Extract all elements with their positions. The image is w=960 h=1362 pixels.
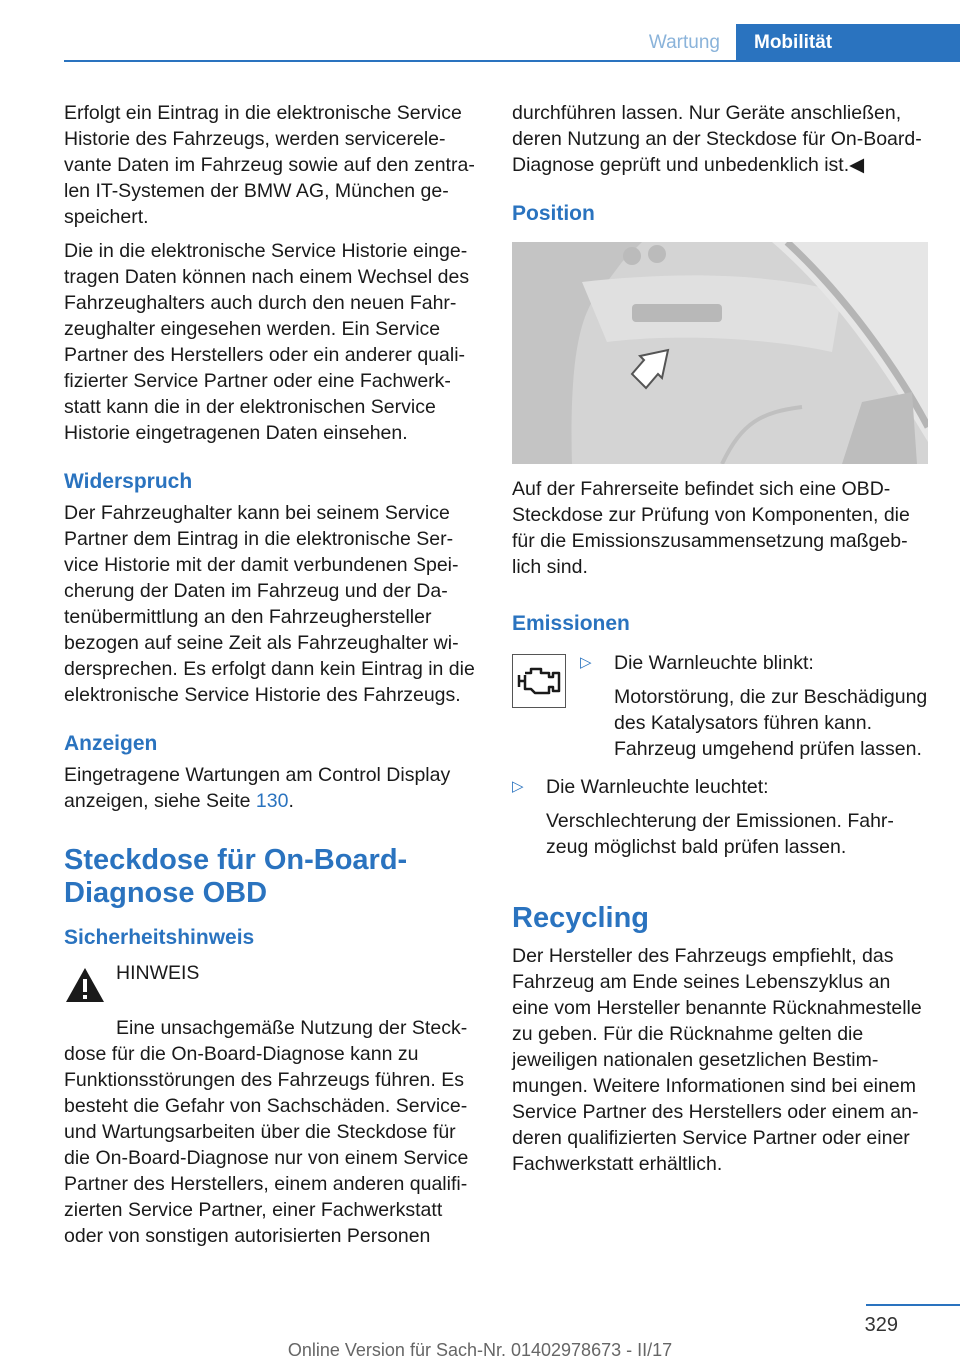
bullet-text: Motorstörung, die zur Beschädigung des Katalysators führen kann. Fahrzeug umgehend prüfen lassen. bbox=[614, 686, 928, 760]
hinweis-text: Eine unsachgemäße Nutzung der Steckdose für die On-Board-Diagnose kann zu Funktionsstörungen des Fahrzeugs führen. Es besteht die Gefahr von Sachschäden. Service- und Wartungsarbeiten über die Steckdose für die On-Board-Diagnose nur von einem Service Partner des Herstellers, einem anderen qualifizierten Service Partner, einer Fachwerkstatt oder von sonstigen autorisierten Personen bbox=[64, 1017, 469, 1247]
heading-widerspruch: Widerspruch bbox=[64, 470, 193, 493]
page-number: 329 bbox=[864, 1314, 898, 1336]
online-version-note: Online Version für Sach-Nr. 01402978673 - II/17 bbox=[287, 1340, 673, 1360]
engine-warning-icon bbox=[512, 654, 566, 708]
paragraph-service-historie: Erfolgt ein Eintrag in die elektronische Service Historie des Fahrzeugs, werden servicerelevante Daten im Fahrzeug sowie auf den zentralen IT-Systemen der BMW AG, München gespeichert. bbox=[64, 102, 475, 228]
paragraph-obd-fortsetzung: durchführen lassen. Nur Geräte anschließen, deren Nutzung an der Steckdose für On-Board-Diagnose geprüft und unbedenklich ist.◀ bbox=[512, 102, 922, 176]
paragraph-eintrag-einsehen: Die in die elektronische Service Historie eingetragen Daten können nach einem Wechsel des Fahrzeughalters auch durch den neuen Fahrzeughalter eingesehen werden. Ein Service Partner des Herstellers oder ein anderer qualifizierter Service Partner oder eine Fachwerkstatt kann die in der elektronischen Service Historie eingetragenen Daten einsehen. bbox=[64, 240, 470, 444]
footer-rule bbox=[866, 1304, 960, 1306]
page-link-130[interactable]: 130 bbox=[255, 790, 289, 812]
header-rule bbox=[64, 60, 960, 62]
paragraph-widerspruch: Der Fahrzeughalter kann bei seinem Service Partner dem Eintrag in die elektronische Service Historie mit der damit verbundenen Speicherung der Daten im Fahrzeug und der Datenübermittlung an den Fahrzeughersteller bezogen auf seine Zeit als Fahrzeughalter widersprechen. Es erfolgt dann kein Eintrag in die elektronische Service Historie des Fahrzeugs. bbox=[64, 502, 475, 706]
paragraph-anzeigen bbox=[64, 762, 480, 814]
obd-position-photo bbox=[512, 242, 928, 464]
anzeigen-period: . bbox=[288, 790, 294, 812]
bullet-text: Verschlechterung der Emissionen. Fahrzeug möglichst bald prüfen lassen. bbox=[546, 810, 894, 858]
list-item bbox=[580, 650, 928, 770]
heading-obd: Steckdose für On-Board-Diagnose OBD bbox=[64, 844, 408, 909]
paragraph-recycling: Der Hersteller des Fahrzeugs empfiehlt, das Fahrzeug am Ende seines Lebenszyklus an eine vom Hersteller benannte Rücknahmestelle zu geben. Für die Rücknahme gelten die jeweiligen nationalen gesetzlichen Bestimmungen. Weitere Informationen sind bei einem Service Partner des Herstellers oder einem anderen qualifizierten Service Partner oder einer Fachwerkstatt erhältlich. bbox=[512, 945, 922, 1175]
header-bar bbox=[64, 24, 960, 62]
warning-triangle-icon bbox=[64, 960, 106, 1009]
hinweis-block bbox=[64, 960, 480, 1009]
bullet-marker-icon: ▷ bbox=[580, 654, 592, 671]
heading-anzeigen: Anzeigen bbox=[64, 732, 158, 755]
tab-mobilitaet[interactable]: Mobilität bbox=[736, 24, 960, 62]
heading-emissionen: Emissionen bbox=[512, 612, 630, 635]
bullet-title: Die Warnleuchte blinkt: bbox=[614, 652, 814, 674]
bullet-marker-icon: ▷ bbox=[512, 778, 524, 795]
tab-wartung[interactable]: Wartung bbox=[648, 32, 720, 53]
bullet-title: Die Warnleuchte leuchtet: bbox=[546, 776, 769, 798]
heading-position: Position bbox=[512, 202, 595, 225]
heading-recycling: Recycling bbox=[512, 902, 649, 934]
list-item bbox=[512, 774, 928, 868]
left-column bbox=[64, 100, 480, 1257]
right-column bbox=[512, 100, 928, 1185]
paragraph-position: Auf der Fahrerseite befindet sich eine OBD-Steckdose zur Prüfung von Komponenten, die für die Emissionszusammensetzung maßgeblich sind. bbox=[512, 478, 910, 578]
hinweis-label: HINWEIS bbox=[116, 962, 200, 984]
emissionen-row bbox=[512, 650, 928, 770]
anzeigen-text: Eingetragene Wartungen am Control Display anzeigen, siehe Seite bbox=[64, 764, 451, 812]
heading-sicherheitshinweis: Sicherheitshinweis bbox=[64, 926, 255, 949]
